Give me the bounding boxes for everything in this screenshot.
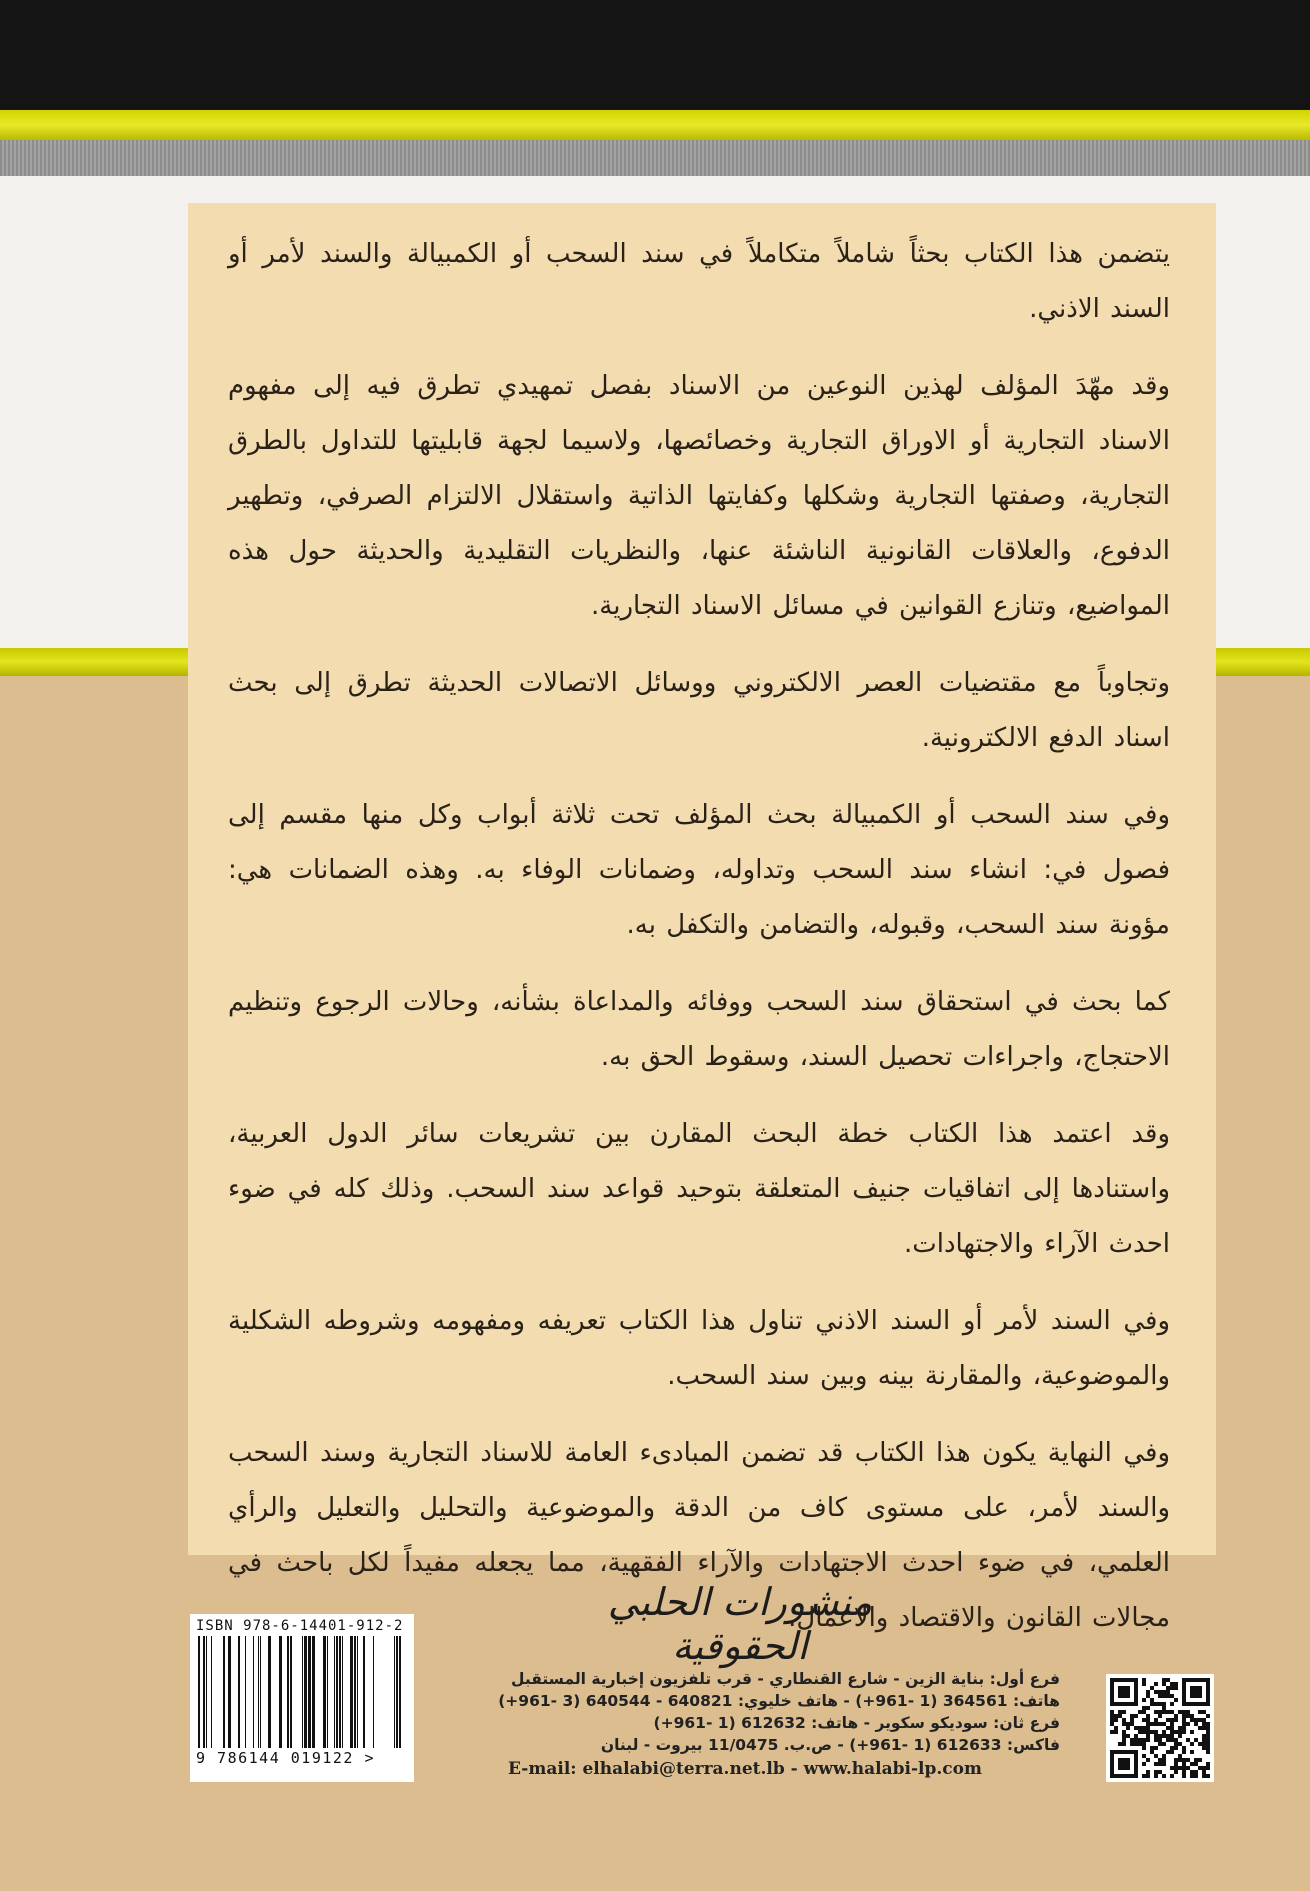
blurb-paragraph: وقد مهّدَ المؤلف لهذين النوعين من الاسناد بفصل تمهيدي تطرق فيه إلى مفهوم الاسناد التجارية أو الاوراق التجارية وخصائصها، ولاسيما لجهة قابليتها للتداول بالطرق التجارية، وصفتها التجارية وشكلها وكفايتها الذاتية واستقلال الالتزام الصرفي، وتطهير الدفوع، والعلاقات القانونية الناشئة عنها، والنظريات التقليدية والحديثة حول هذه المواضيع، وتنازع القوانين في مسائل الاسناد التجارية.: [228, 371, 1170, 621]
publisher-contact: E-mail: elhalabi@terra.net.lb - www.halabi-lp.com: [508, 1759, 982, 1779]
address-line: فرع أول: بناية الزين - شارع القنطاري - قرب تلفزيون إخبارية المستقبل: [511, 1670, 1060, 1688]
isbn-barcode: [190, 1614, 414, 1782]
blurb-paragraph: كما بحث في استحقاق سند السحب ووفائه والمداعاة بشأنه، وحالات الرجوع وتنظيم الاحتجاج، واجراءات تحصيل السند، وسقوط الحق به.: [228, 987, 1170, 1072]
isbn-label: ISBN 978-6-14401-912-2: [196, 1618, 404, 1634]
blurb-paragraph: يتضمن هذا الكتاب بحثاً شاملاً متكاملاً في سند السحب أو الكمبيالة والسند لأمر أو السند الاذني.: [228, 239, 1170, 324]
yellow-stripe-top: [0, 110, 1310, 140]
gray-stripe-top: [0, 140, 1310, 176]
publisher-address: [430, 1668, 1060, 1780]
barcode-digits: 9 786144 019122 >: [196, 1749, 376, 1767]
address-line: فاكس: 612633 (1 -961+) - ص.ب. 11/0475 بيروت - لبنان: [600, 1736, 1060, 1754]
blurb-paragraph: وفي النهاية يكون هذا الكتاب قد تضمن المبادىء العامة للاسناد التجارية وسند السحب والسند لأمر، على مستوى كاف من الدقة والموضوعية والتحليل والتعليل والرأي العلمي، في ضوء احدث الاجتهادات والآراء الفقهية، مما يجعله مفيداً لكل باحث في مجالات القانون والاقتصاد والاعمال.: [228, 1438, 1170, 1633]
blurb-paragraph: وفي السند لأمر أو السند الاذني تناول هذا الكتاب تعريفه ومفهومه وشروطه الشكلية والموضوعية، والمقارنة بينه وبين سند السحب.: [228, 1306, 1170, 1391]
cover-top-dark-band: [0, 0, 1310, 110]
barcode-icon: [196, 1636, 406, 1748]
blurb-paragraph: وفي سند السحب أو الكمبيالة بحث المؤلف تحت ثلاثة أبواب وكل منها مقسم إلى فصول في: انشاء سند السحب وتداوله، وضمانات الوفاء به. وهذه الضمانات هي: مؤونة سند السحب، وقبوله، والتضامن والتكفل به.: [228, 800, 1170, 940]
blurb-paragraph: وقد اعتمد هذا الكتاب خطة البحث المقارن بين تشريعات سائر الدول العربية، واستنادها إلى اتفاقيات جنيف المتعلقة بتوحيد قواعد سند السحب. وذلك كله في ضوء احدث الآراء والاجتهادات.: [228, 1119, 1170, 1259]
address-line: هاتف: 364561 (1 -961+) - هاتف خليوي: 640821 - 640544 (3 -961+): [498, 1692, 1060, 1710]
publisher-logo: منشورات الحلبي الحقوقية: [607, 1580, 873, 1668]
qr-code-icon: [1110, 1678, 1210, 1778]
blurb-paragraph: وتجاوباً مع مقتضيات العصر الالكتروني ووسائل الاتصالات الحديثة تطرق إلى بحث اسناد الدفع الالكترونية.: [228, 668, 1170, 753]
qr-code: [1106, 1674, 1214, 1782]
address-line: فرع ثان: سوديكو سكوير - هاتف: 612632 (1 -961+): [653, 1714, 1060, 1732]
